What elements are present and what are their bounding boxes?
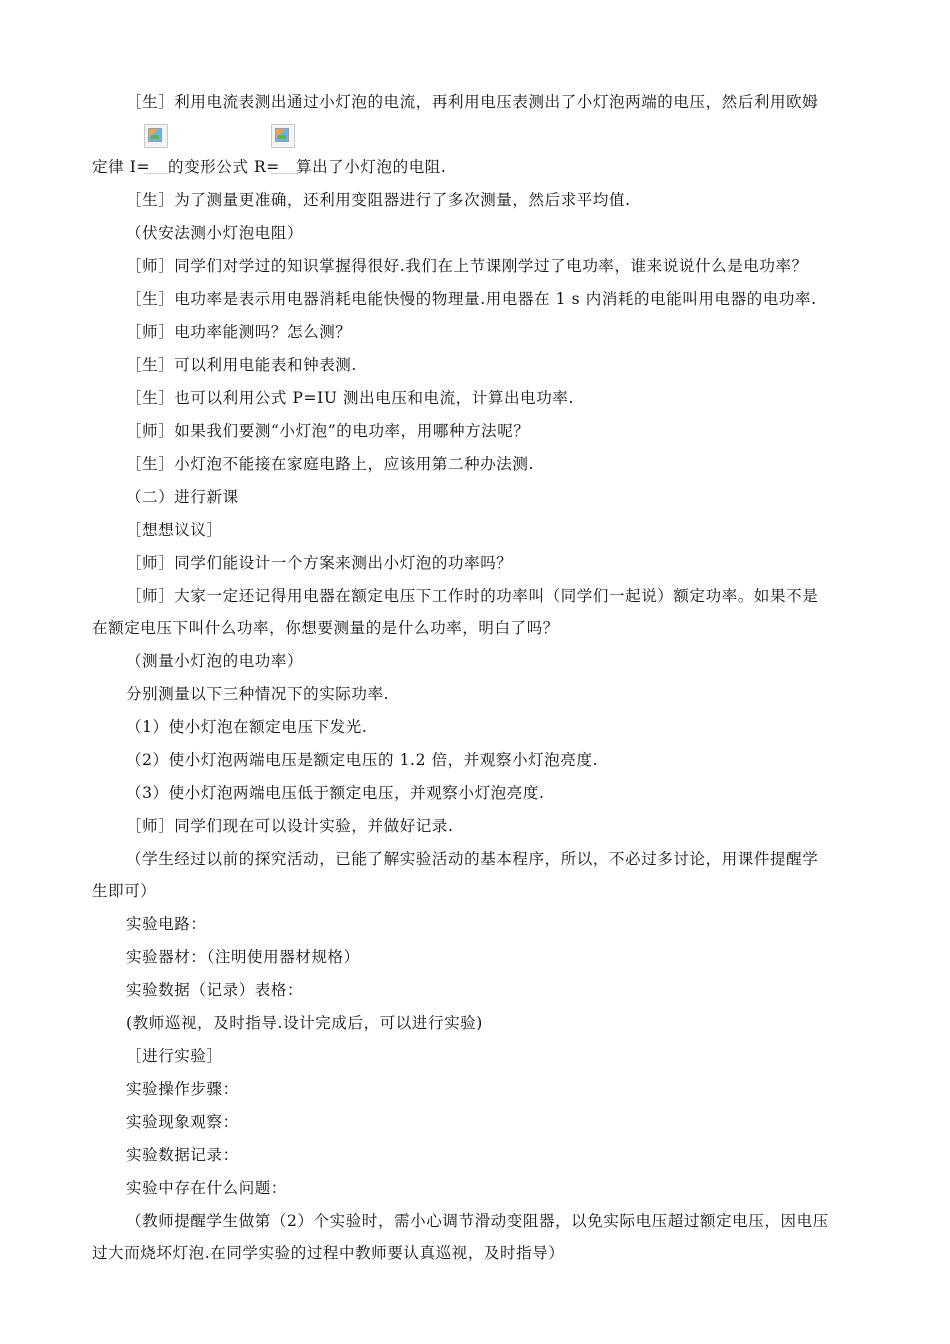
paragraph-line: （教师提醒学生做第（2）个实验时，需小心调节滑动变阻器，以免实际电压超过额定电压，因电压 <box>126 1212 829 1230</box>
paragraph-line: （伏安法测小灯泡电阻） <box>126 224 304 242</box>
paragraph-line: ［师］大家一定还记得用电器在额定电压下工作时的功率叫（同学们一起说）额定功率。如果不是 <box>126 587 819 605</box>
paragraph-line: ［师］同学们对学过的知识掌握得很好.我们在上节课刚学过了电功率，谁来说说什么是电功率？ <box>126 257 808 275</box>
paragraph-line: ［生］可以利用电能表和钟表测. <box>126 356 357 374</box>
paragraph-line: ［生］也可以利用公式 P=IU 测出电压和电流，计算出电功率. <box>126 389 574 407</box>
list-item: （1）使小灯泡在额定电压下发光. <box>126 718 368 736</box>
paragraph-line: ［生］利用电流表测出通过小灯泡的电流，再利用电压表测出了小灯泡两端的电压，然后利用欧姆 <box>126 93 819 111</box>
paragraph-line: ［生］小灯泡不能接在家庭电路上，应该用第二种办法测. <box>126 455 535 473</box>
paragraph-line: ［师］同学们现在可以设计实验，并做好记录. <box>126 817 454 835</box>
paragraph-line: 分别测量以下三种情况下的实际功率. <box>126 685 390 703</box>
paragraph-line: 实验数据（记录）表格： <box>126 981 304 999</box>
paragraph-line: （学生经过以前的探究活动，已能了解实验活动的基本程序，所以，不必过多讨论，用课件提醒学 <box>126 850 819 868</box>
paragraph-line: 在额定电压下叫什么功率，你想要测量的是什么功率，明白了吗？ <box>92 619 559 637</box>
paragraph-line: 实验现象观察： <box>126 1113 239 1131</box>
paragraph-line: ［生］电功率是表示用电器消耗电能快慢的物理量.用电器在 1 s 内消耗的电能叫用电器的电功率. <box>126 290 817 308</box>
paragraph-line: ［生］为了测量更准确，还利用变阻器进行了多次测量，然后求平均值. <box>126 191 631 209</box>
section-heading: ［想想议议］ <box>126 521 223 539</box>
paragraph-line: 算出了小灯泡的电阻. <box>296 158 447 176</box>
paragraph-line: ［师］同学们能设计一个方案来测出小灯泡的功率吗？ <box>126 554 513 572</box>
paragraph-line: 的变形公式 R= <box>168 158 280 176</box>
section-heading: （二）进行新课 <box>126 488 239 506</box>
paragraph-line: (教师巡视，及时指导.设计完成后，可以进行实验) <box>126 1014 483 1032</box>
list-item: （3）使小灯泡两端电压低于额定电压，并观察小灯泡亮度. <box>126 784 545 802</box>
paragraph-line: 实验中存在什么问题： <box>126 1179 288 1197</box>
list-item: （2）使小灯泡两端电压是额定电压的 1.2 倍，并观察小灯泡亮度. <box>126 751 599 769</box>
paragraph-line: ［师］电功率能测吗？怎么测？ <box>126 323 352 341</box>
paragraph-line: 定律 I= <box>92 158 151 176</box>
section-heading: ［进行实验］ <box>126 1047 223 1065</box>
paragraph-line: 实验数据记录： <box>126 1146 239 1164</box>
paragraph-line: （测量小灯泡的电功率） <box>126 652 304 670</box>
paragraph-line: 实验器材：（注明使用器材规格） <box>126 948 360 966</box>
paragraph-line: 过大而烧坏灯泡.在同学实验的过程中教师要认真巡视，及时指导） <box>92 1244 565 1262</box>
paragraph-line: ［师］如果我们要测“小灯泡”的电功率，用哪种方法呢？ <box>126 422 530 440</box>
paragraph-line: 实验操作步骤： <box>126 1080 239 1098</box>
paragraph-line: 实验电路： <box>126 915 207 933</box>
paragraph-line: 生即可） <box>92 882 157 900</box>
